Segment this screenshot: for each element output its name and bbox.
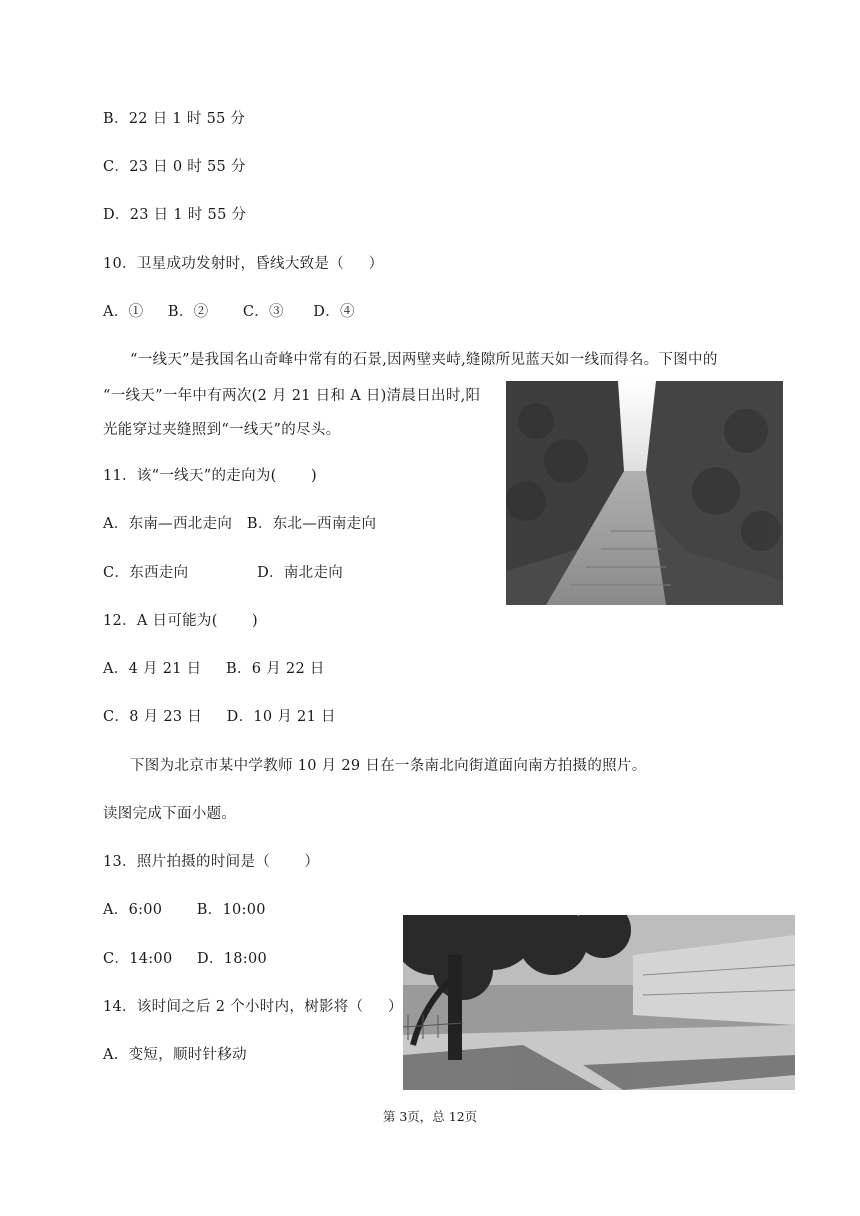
question-10-stem: 10．卫星成功发射时，昏线大致是（ ） xyxy=(103,256,384,272)
question-12-options-cd: C．8 月 23 日 D．10 月 21 日 xyxy=(103,709,336,725)
question-13-stem: 13．照片拍摄的时间是（ ） xyxy=(103,854,320,870)
passage-beijing-line-1: 下图为北京市某中学教师 10 月 29 日在一条南北向街道面向南方拍摄的照片。 xyxy=(130,758,647,774)
question-13-options-cd: C．14:00 D．18:00 xyxy=(103,951,268,967)
question-9-option-b: B．22 日 1 时 55 分 xyxy=(103,111,246,127)
passage-yixiantian-line-1: “一线天”是我国名山奇峰中常有的石景,因两壁夹峙,缝隙所见蓝天如一线而得名。下图中的 xyxy=(130,352,718,368)
question-14-stem: 14．该时间之后 2 个小时内，树影将（ ） xyxy=(103,999,403,1015)
question-12-stem: 12．A 日可能为( ) xyxy=(103,613,259,629)
question-13-options-ab: A．6:00 B．10:00 xyxy=(103,902,266,918)
question-10-options: A．① B．② C．③ D．④ xyxy=(103,304,355,320)
page-footer: 第 3页，总 12页 xyxy=(382,1109,478,1124)
passage-yixiantian-line-2: “一线天”一年中有两次(2 月 21 日和 A 日)清晨日出时,阳 xyxy=(103,388,481,404)
question-11-stem: 11．该“一线天”的走向为( ) xyxy=(103,468,317,484)
question-14-option-a: A．变短，顺时针移动 xyxy=(103,1047,247,1063)
question-9-option-c: C．23 日 0 时 55 分 xyxy=(103,159,246,175)
passage-yixiantian-line-3: 光能穿过夹缝照到“一线天”的尽头。 xyxy=(103,422,341,438)
passage-beijing-line-2: 读图完成下面小题。 xyxy=(103,806,237,822)
question-9-option-d: D．23 日 1 时 55 分 xyxy=(103,207,247,223)
photo-beijing-street xyxy=(403,915,795,1090)
photo-yixiantian xyxy=(506,381,783,605)
question-11-options-ab: A．东南—西北走向 B．东北—西南走向 xyxy=(103,516,377,532)
question-12-options-ab: A．4 月 21 日 B．6 月 22 日 xyxy=(103,661,325,677)
question-11-options-cd: C．东西走向 D．南北走向 xyxy=(103,565,344,581)
